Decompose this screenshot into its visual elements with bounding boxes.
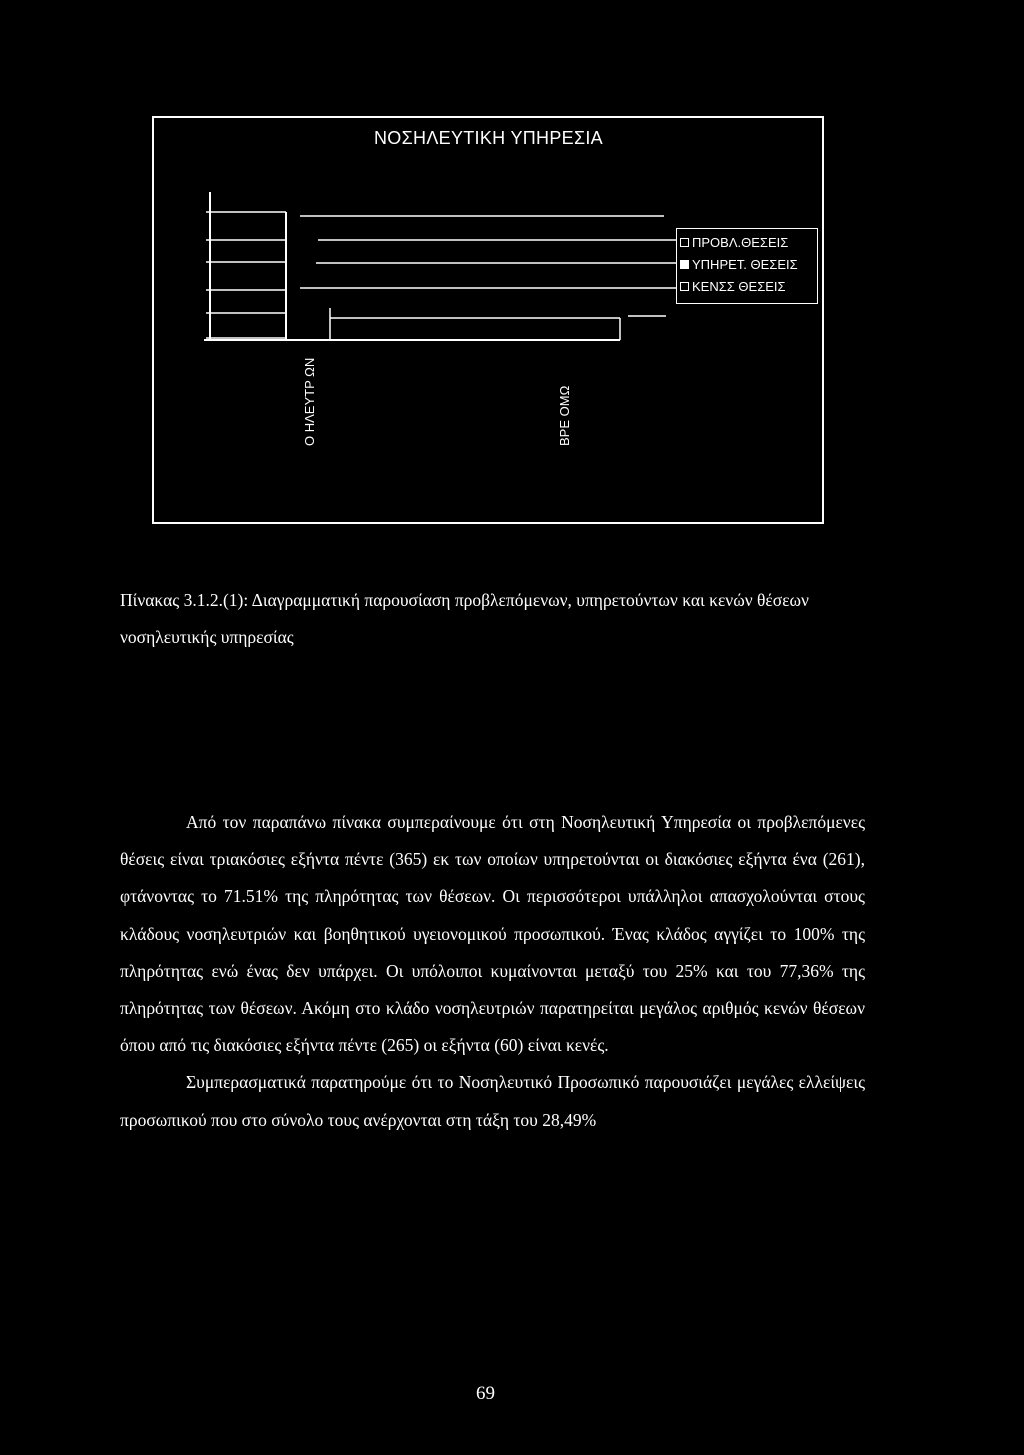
paragraph: Από τον παραπάνω πίνακα συμπεραίνουμε ότι στη Νοσηλευτική Υπηρεσία οι προβλεπόμενες θέσεις είναι τριακόσιες εξήντα πέντε (365) εκ των οποίων υπηρετούνται οι διακόσιες εξήντα ένα (261), φτάνοντας το 71.51% της πληρότητας των θέσεων. Οι περισσότεροι υπάλληλοι απασχολούνται στους κλάδους νοσηλευτριών και βοηθητικού υγειονομικού προσωπικού. Ένας κλάδος αγγίζει το 100% της πληρότητας ενώ ένας δεν υπάρχει. Οι υπόλοιποι κυμαίνονται μεταξύ του 25% και του 77,36% της πληρότητας των θέσεων. Ακόμη στο κλάδο νοσηλευτριών παρατηρείται μεγάλος αριθμός κενών θέσεων όπου από τις διακόσιες εξήντα πέντε (265) οι εξήντα (60) είναι κενές. [120,812,865,1056]
body-text [120,804,865,1139]
legend-item-kenes [680,275,817,297]
legend-item-ypiretountes [680,253,817,275]
page-number: 69 [476,1383,495,1404]
chart-title: ΝΟΣΗΛΕΥΤΙΚΗ ΥΠΗΡΕΣΙΑ [374,128,603,148]
chart-legend [676,228,818,304]
legend-swatch-filled [680,260,689,269]
paragraph: Συμπερασματικά παρατηρούμε ότι το Νοσηλευτικό Προσωπικό παρουσιάζει μεγάλες ελλείψεις προσωπικού που στο σύνολο τους ανέρχονται στη τάξη του 28,49% [120,1072,865,1130]
chart-plot [0,0,1024,600]
legend-swatch-hollow [680,282,689,291]
legend-label: ΠΡΟΒΛ.ΘΕΣΕΙΣ [692,234,789,250]
x-tick-label: ΒΡΕ ΟΜΩ [557,385,572,446]
legend-label: ΚΕΝΣΣ ΘΕΣΕΙΣ [692,278,786,294]
legend-item-provlepomenes [680,231,817,253]
figure-caption: Πίνακας 3.1.2.(1): Διαγραμματική παρουσίαση προβλεπόμενων, υπηρετούντων και κενών θέσεων νοσηλευτικής υπηρεσίας [120,590,809,647]
x-tick-label: Ο ΗΛΕΥΤΡ ΩΝ [302,357,317,446]
legend-swatch-hollow [680,238,689,247]
legend-label: ΥΠΗΡΕΤ. ΘΕΣΕΙΣ [692,256,798,272]
